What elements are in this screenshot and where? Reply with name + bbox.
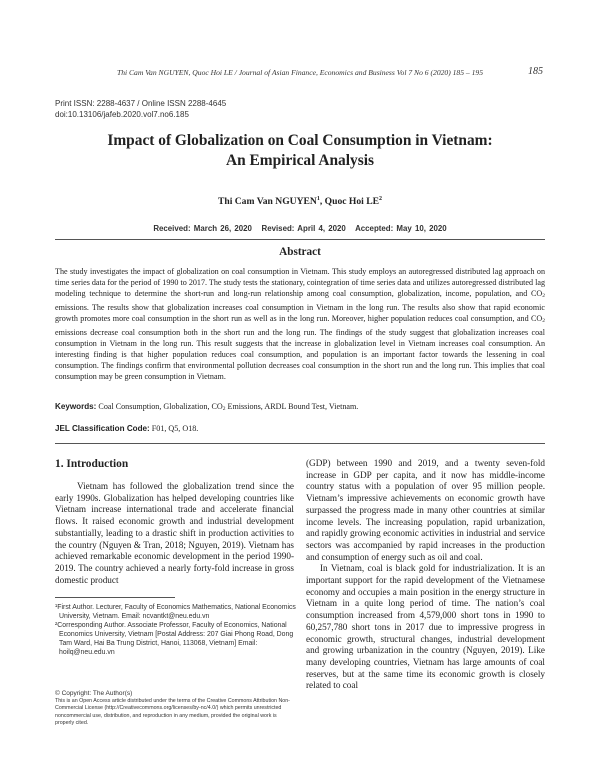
page-number: 185 bbox=[528, 66, 543, 77]
copyright-notice bbox=[55, 690, 296, 727]
footnote-1: ¹First Author. Lecturer, Faculty of Economics Mathematics, National Economics University, Vietnam. Email: ncvantkt@neu.edu.vn bbox=[55, 604, 296, 620]
running-header: Thi Cam Van NGUYEN, Quoc Hoi LE / Journal of Asian Finance, Economics and Business Vol 7 No 6 (2020) 185 – 195 bbox=[116, 68, 484, 77]
author-line bbox=[60, 196, 540, 207]
copyright-text: This is an Open Access article distributed under the terms of the Creative Commons Attribution Non-Commercial License (http://Creativecommons.org/licenses/by-nc/4.0/) which permits unrestricted noncommercial use, distribution, and reproduction in any medium, provided the original work is properly cited. bbox=[55, 698, 290, 726]
author-1: Thi Cam Van NGUYEN bbox=[217, 196, 317, 208]
abstract-text-3: emissions decrease coal consumption both in the short run and the long run. The findings of the study suggest that globalization increases coal consumption in Vietnam in the long run. This result suggests that the increase in globalization level in Vietnam increases coal consumption. An interesting finding is that higher population reduces coal consumption, and population is an important factor towards the lessening in coal consumption. The findings confirm that environmental pollution decreases coal consumption in the short run and the long run. This implies that coal consumption may be green consumption in Vietnam. bbox=[55, 328, 545, 381]
section-heading-introduction: 1. Introduction bbox=[55, 458, 129, 470]
footnotes bbox=[55, 603, 296, 657]
author-2-sup: 2 bbox=[379, 196, 383, 202]
keywords-line bbox=[55, 401, 545, 415]
issn-line: Print ISSN: 2288-4637 / Online ISSN 2288-4645 bbox=[55, 99, 227, 108]
author-2: Quoc Hoi LE bbox=[324, 196, 380, 208]
divider-bottom bbox=[55, 443, 545, 444]
abstract-body bbox=[55, 266, 545, 382]
footnote-2: ²Corresponding Author. Associate Professor, Faculty of Economics, National Economics University, Vietnam [Postal Address: 207 Giai Phong Road, Dong Tam Ward, Hai Ba Trung District, Hanoi, 113068, Vietnam] Email: hoilq@neu.edu.vn bbox=[55, 622, 294, 656]
jel-label: JEL Classification Code: bbox=[55, 424, 150, 433]
submission-dates: Received: March 26, 2020 Revised: April 4, 2020 Accepted: May 10, 2020 bbox=[153, 224, 447, 233]
paper-title bbox=[60, 131, 540, 171]
right-column bbox=[306, 458, 545, 692]
keywords-text-2: Emissions, ARDL Bound Test, Vietnam. bbox=[225, 402, 359, 411]
abstract-text-2: emissions. The results show that globalization increases coal consumption in Vietnam in the long run. The results also show that rapid economic growth promotes more coal consumption in the short run as well as in the long run. Moreover, higher population reduces coal consumption, and CO bbox=[55, 303, 545, 323]
footnote-divider bbox=[55, 597, 175, 598]
abstract-heading: Abstract bbox=[279, 246, 321, 258]
intro-paragraph-left: Vietnam has followed the globalization trend since the early 1990s. Globalization has helped developing countries like Vietnam increase international trade and accelerate financial flows. It raised economic growth and industrial development substantially, leading to a drastic shift in production activities to the country (Nguyen & Tran, 2018; Nguyen, 2019). Vietnam has achieved remarkable economic development in the period 1990-2019. The country achieved a nearly forty-fold increase in gross domestic product bbox=[55, 481, 294, 585]
copyright-title: © Copyright: The Author(s) bbox=[55, 690, 133, 697]
abstract-text-1: The study investigates the impact of globalization on coal consumption in Vietnam. This study employs an autoregressed distributed lag approach on time series data for the period of 1990 to 2017. The study tests the stationary, cointegration of time series data and utilizes autoregressed distributed lag modeling technique to determine the short-run and long-run relationship among coal consumption, globalization, income, population, and CO bbox=[55, 267, 545, 298]
issn-block bbox=[55, 98, 226, 120]
author-1-sup: 1 bbox=[316, 196, 320, 202]
keywords-label: Keywords: bbox=[55, 402, 97, 411]
intro-paragraph-right-2: In Vietnam, coal is black gold for industrialization. It is an important support for the rapid development of the Vietnamese economy and occupies a main position in the energy structure in Vietnam in a quite long period of time. The nation’s coal consumption increased from 4,579,000 short tons in 1990 to 60,257,780 short tons in 2017 due to impressive progress in economic growth, structural changes, industrial development and growing urbanization in the country (Nguyen, 2019). Like many developing countries, Vietnam has large amounts of coal reserves, but at the same time its economic growth is closely related to coal bbox=[306, 563, 545, 691]
title-line-1: Impact of Globalization on Coal Consumption in Vietnam: bbox=[107, 132, 493, 149]
abstract-subscript-2: 2 bbox=[542, 318, 545, 324]
left-column bbox=[55, 481, 294, 586]
jel-text: F01, Q5, O18. bbox=[149, 424, 199, 433]
abstract-subscript-1: 2 bbox=[542, 293, 545, 299]
keywords-text-1: Coal Consumption, Globalization, CO bbox=[96, 402, 223, 411]
intro-paragraph-right-1: (GDP) between 1990 and 2019, and a twenty seven-fold increase in GDP per capita, and it now has middle-income country status with a population of over 95 million people. Vietnam’s impressive achievements on economic growth have surpassed the progress made in many other countries at similar income levels. The increasing population, rapid urbanization, and rapidly growing economic activities in industrial and service sectors was accompanied by rapid increases in the production and consumption of energy such as oil and coal. bbox=[306, 458, 545, 562]
jel-line bbox=[55, 423, 545, 434]
title-line-2: An Empirical Analysis bbox=[226, 152, 374, 169]
divider-top bbox=[55, 239, 545, 240]
doi-line: doi:10.13106/jafeb.2020.vol7.no6.185 bbox=[55, 110, 189, 119]
keywords-subscript: 2 bbox=[222, 406, 226, 412]
author-separator: , bbox=[319, 196, 325, 208]
